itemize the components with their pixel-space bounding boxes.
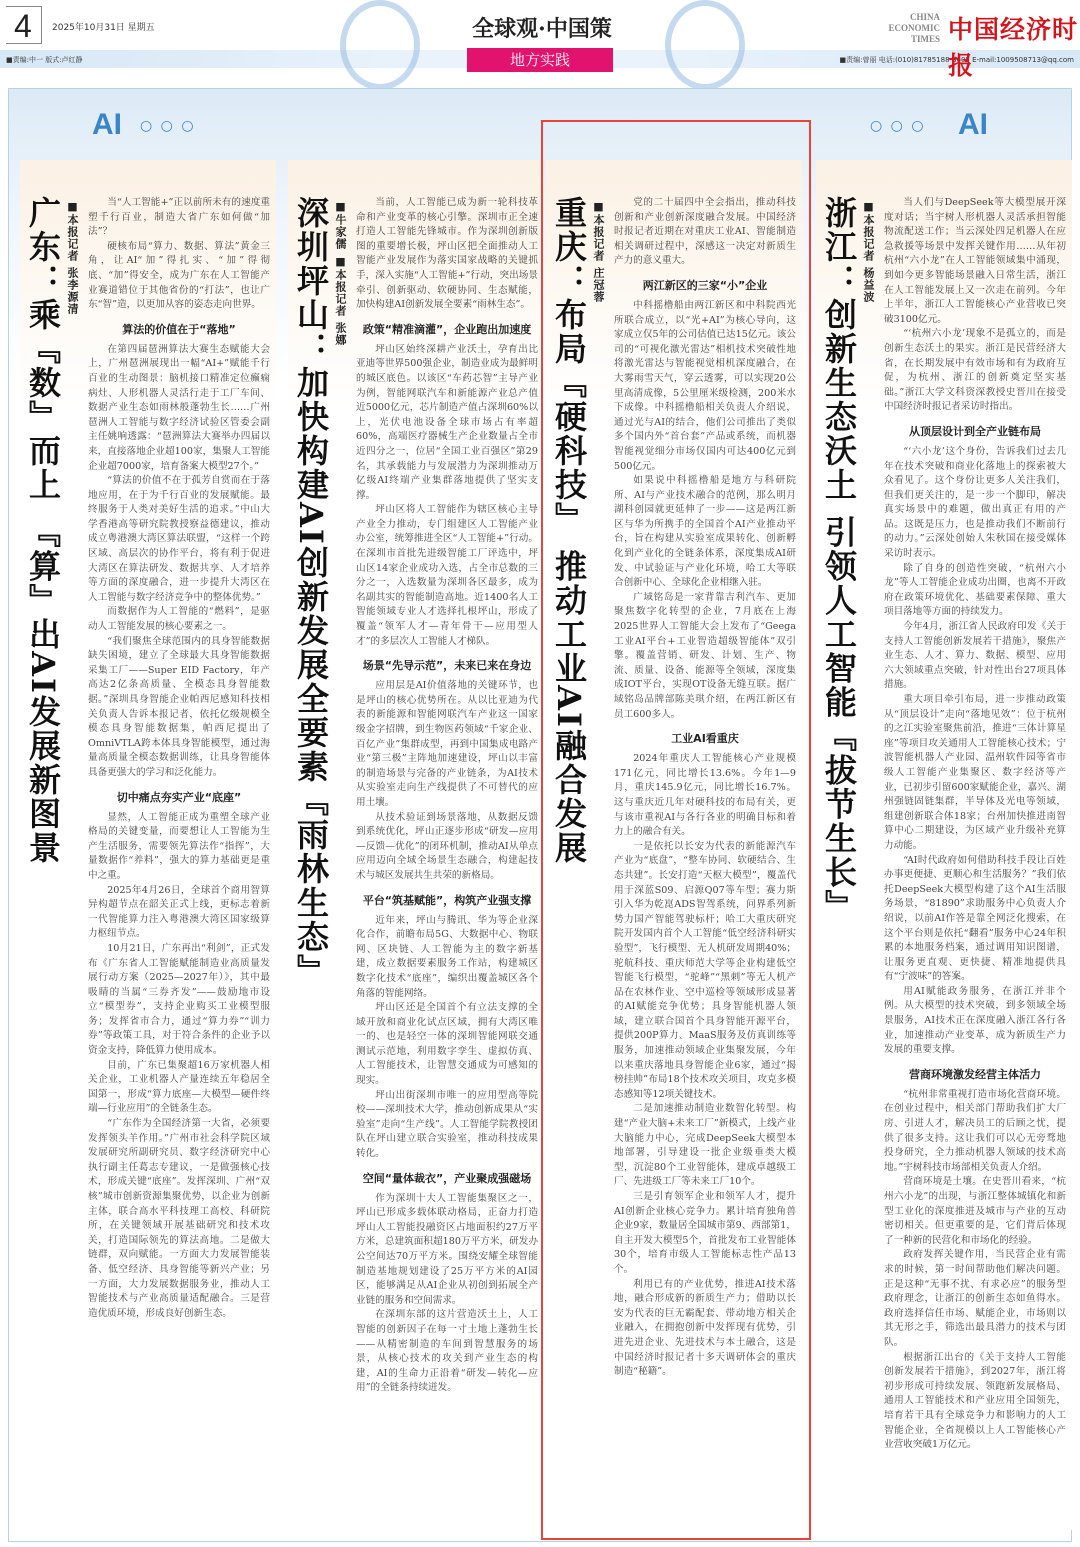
- editor-info-left: ■责编:中一 版式:卢红静: [6, 56, 83, 64]
- article-byline: ■牛家儒 ■本报记者 张娜: [334, 200, 347, 346]
- editor-info-right: ■责编:曾丽 电话:(010)81785188-8605 E-mail:1009508713@qq.com: [839, 56, 1074, 64]
- page-number: 4: [6, 6, 42, 44]
- circuit-circles-icon: ○ ○ ○: [140, 118, 196, 134]
- article-paragraph: 目前，广东已集聚超16万家机器人相关企业，工业机器人产量连续五年稳居全国第一，形成“算力底座—大模型—硬件终端—行业应用”的全链条生态。: [88, 1059, 270, 1115]
- article-paragraph: “我们聚焦全球范围内的具身智能数据缺失困境，建立了全球最大具身智能数据采集工厂——Super EID Factory，年产高达2亿条高质量、全模态具身智能数据。”深圳具身智能企业帕西尼感知科技相关负责人告诉本报记者，依托亿级规模全模态具身智能数据集，帕西尼提出了OmniVTLA跨本体具身智能模型，通过海量高质量全模态数据训练，让具身智能体具备更强大的学习和泛化能力。: [88, 635, 270, 778]
- article-paragraph: “‘六小龙’这个身份，告诉我们过去几年在技术突破和商业化落地上的探索被大众看见了。这个身份让更多人关注我们，但我们更关注的，是一步一个脚印，解决真实场景中的难题，做出真正有用的产品。这既是压力，也是推动我们不断前行的动力。”云深处创始人朱秋国在接受媒体采访时表示。: [884, 445, 1066, 560]
- article-subheading: 切中痛点夯实产业“底座”: [116, 790, 242, 804]
- article-headline: 浙江：创新生态沃土 引领人工智能『拔节生长』: [820, 196, 858, 924]
- decorative-disk-icon: [665, 0, 745, 90]
- article-chongqing: [546, 160, 802, 1530]
- article-paragraph: 应用层是AI价值落地的关键环节，也是坪山的核心优势所在。从以比亚迪为代表的新能源和智能网联汽车产业这一国家级金字招牌，到生物医药领域“千家企业、百亿产业”集群成型，再到中国集成电路产业“第三极”主阵地加速建设，坪山以丰富的制造场景与完备的产业链条，为AI技术从实验室走向生产线提供了不可替代的应用土壤。: [356, 680, 538, 808]
- article-subheading: 平台“筑基赋能”，构筑产业强支撑: [362, 893, 532, 907]
- article-paragraph: 重大项目牵引布局，进一步推动政策从“顶层设计”走向“落地见效”：位于杭州的之江实验室聚焦前沿，推进“三体计算星座”等项目攻关通用人工智能核心技术；宁波智能机器人产业园、温州软件园等省市级人工智能产业集聚区、数字经济等产业，已初步引留600家赋能企业，嘉兴、湖州强链固链集群，半导体及光电等领域，组建创新联合体18家；台州加快推进南智算中心二期建设，为区域产业升级补充算力动能。: [884, 694, 1066, 851]
- ai-logo-left: AI: [92, 108, 122, 141]
- article-paragraph: 根据浙江出台的《关于支持人工智能创新发展若干措施》，到2027年，浙江将初步形成可持续发展、领跑新发展格局、通用人工智能技术和产业应用全国领先，培育若干具有全球竞争力和影响力的人工智能企业，全省规模以上人工智能核心产业营收突破1万亿元。: [884, 1351, 1066, 1451]
- article-byline: ■本报记者 庄冠蓉: [592, 200, 605, 303]
- article-paragraph: 如果说中科摇橹船是地方与科研院所、AI与产业技术融合的范例，那么明月湖科创园就更延伸了一步——这是两江新区与华为所携手的全国首个AI产业推动平台，旨在构建从实验室成果转化、创新孵化到产业化的全链条体系，深度集成AI研发、中试验证与产业化环境，哈工大等联合创新中心、全球化企业相继入驻。: [614, 475, 796, 589]
- article-body: [356, 196, 538, 1526]
- article-paragraph: 党的二十届四中全会指出，推动科技创新和产业创新深度融合发展。中国经济时报记者近期在对重庆工业AI、智能制造相关调研过程中，深感这一决定对新质生产力的意义重大。: [614, 197, 796, 267]
- circuit-circles-icon: ○ ○ ○: [870, 118, 926, 134]
- article-paragraph: “广东作为全国经济第一大省，必须要发挥领头羊作用。”广州市社会科学院区域发展研究所副研究员、数字经济研究中心执行副主任葛志专建议，一是做强核心技术，形成关键“底座”。发挥深圳、广州“双核”城市创新资源集聚优势，以企业为创新主体，联合高水平科技理工高校、科研院所，在关键领域开展基础研究和技术攻关，打造国际领先的算法高地。二是做大链群，双向赋能。一方面大力发展智能装备、低空经济、具身智能等新兴产业；另一方面，大力发展数据服务业，推动人工智能技术与产业高质量适配融合。三是营造优质环境，形成良好创新生态。: [88, 1118, 270, 1319]
- article-paragraph: 在深圳东部的这片营造沃土上，人工智能的创新因子在每一寸土地上蓬勃生长——从精密制造的车间到智慧服务的场景，从核心技术的攻关到产业生态的构建，AI的生命力正沿着“研发—转化—应用”的全链条持续迸发。: [356, 1309, 538, 1394]
- ai-logo-right: AI: [958, 108, 988, 141]
- article-subheading: 政策“精准滴灌”，企业跑出加速度: [362, 322, 532, 336]
- article-paragraph: 今年4月，浙江省人民政府印发《关于支持人工智能创新发展若干措施》，聚焦产业生态、人才、算力、数据、模型、应用六大领域重点突破，针对性出台27项具体措施。: [884, 621, 1066, 691]
- article-subheading: 营商环境激发经营主体活力: [909, 1067, 1041, 1081]
- article-guangdong: [20, 160, 276, 1530]
- article-paragraph: “杭州非常重视打造市场化营商环境。在创业过程中，相关部门帮助我们扩大厂房、引进人才，解决员工的后顾之忧，提供了很多支持。这让我们可以心无旁骛地投身研究，全力推动机器人领域的技术高地。”宇树科技市场部相关负责人介绍。: [884, 1088, 1066, 1173]
- article-paragraph: 从技术验证到场景落地，从数据反馈到系统优化，坪山正逐步形成“研发—应用—反馈—优化”的闭环机制，推动AI从单点应用迈向全域全场景生态融合，构建起技术与城区发展共生共荣的新格局。: [356, 811, 538, 881]
- article-subheading: 空间“量体裁衣”，产业聚成强磁场: [362, 1171, 532, 1185]
- article-paragraph: 在第四届琶洲算法大赛生态赋能大会上，广州琶洲展现出一幅“AI+”赋能千行百业的生动图景：脑机接口精准定位癫痫病灶、人形机器人灵活行走于工厂车间、数据产业生态如雨林般蓬勃生长……广州琶洲人工智能与数字经济试验区管委会副主任姚响透露：“琶洲算法大赛举办四届以来，直接落地企业超100家，集聚人工智能企业超7000家，培育备案大模型27个。”: [88, 343, 270, 472]
- article-subheading: 工业AI看重庆: [671, 732, 739, 746]
- article-paragraph: 而数据作为人工智能的“燃料”，是驱动人工智能发展的核心要素之一。: [88, 606, 270, 633]
- article-paragraph: “AI时代政府如何借助科技手段让百姓办事更便捷、更顺心和生活服务？”我们依托DeepSeek大模型构建了这个AI生活服务场景，“81890”求助服务中心负责人介绍说，以前AI作答是靠全网泛化搜索，在这个平台则是依托“翻看”服务中心24年积累的本地服务档案，通过调用知识图谱，让服务更直观、更快捷、精准地提供具有“宁波味”的答案。: [884, 854, 1066, 983]
- article-paragraph: “‘杭州六小龙’现象不是孤立的，而是创新生态沃土的果实。浙江是民营经济大省，在长期发展中有效市场和有为政府互促，为杭州、浙江的创新奠定坚实基础。”浙江大学文科资深教授史晋川在接受中国经济时报记者采访时指出。: [884, 328, 1066, 413]
- article-zhejiang: [816, 160, 1072, 1530]
- article-paragraph: 显然，人工智能正成为重塑全球产业格局的关键变量，而要想让人工智能为生产生活服务，需要领先算法作“指挥”，大量数据作“养料”，强大的算力基础更是重中之重。: [88, 811, 270, 881]
- article-paragraph: 三是引育领军企业和领军人才，提升AI创新企业核心竞争力。累计培育独角兽企业9家，数量居全国城市第9、西部第1，自主开发大模型5个，首批发布工业智能体30个，培育市级人工智能标志性产品13个。: [614, 1191, 796, 1275]
- article-subheading: 两江新区的三家“小”企业: [642, 278, 768, 292]
- article-paragraph: 2025年4月26日，全球首个商用智算异构超节点在韶关正式上线，更标志着新一代智能算力注入粤港澳大湾区国家级算力枢纽节点。: [88, 884, 270, 940]
- article-paragraph: 当人们与DeepSeek等大模型展开深度对话；当宇树人形机器人灵活承担智能物流配送工作；当云深处四足机器人在应急救援等场景中发挥关键作用……从年初杭州“六小龙”在人工智能领域集中涌现，到如今更多智能场景融入日常生活，浙江在人工智能发展上又一次走在前列。今年上半年，浙江人工智能核心产业营收已突破3100亿元。: [884, 197, 1066, 325]
- article-subheading: 从顶层设计到全产业链布局: [909, 424, 1041, 438]
- article-paragraph: 硬核布局“算力、数据、算法”黄金三角，让AI“加”得扎实、“加”得彻底、“加”得安全，成为广东在人工智能产业赛道错位于其他省份的“打法”，也让广东“智”造，以更加从容的姿态走向世界。: [88, 240, 270, 311]
- logo-english: CHINA ECONOMIC TIMES: [888, 12, 940, 44]
- article-byline: ■本报记者 杨益波: [862, 200, 875, 303]
- article-subheading: 算法的价值在于“落地”: [122, 322, 236, 336]
- article-paragraph: 用AI赋能政务服务，在浙江并非个例。从大模型的技术突破，到多领域全场景服务，AI技术正在深度融入浙江各行各业，加速推动产业变革，成为新质生产力发展的重要支撑。: [884, 985, 1066, 1056]
- article-headline: 重庆：布局『硬科技』 推动工业AI融合发展: [550, 196, 588, 865]
- article-body: [88, 196, 270, 1526]
- article-paragraph: 作为深圳十大人工智能集聚区之一，坪山已形成多载体联动格局，正奋力打造坪山人工智能投融资区占地面积约27万平方米，总建筑面积超180万平方米，研发办公空间达70万平方米。围绕安耀全球智能制造基地规划建设了25万平方米的AI园区，能够满足从AI企业从初创到拓展全产业链的服务和空间需求。: [356, 1192, 538, 1306]
- article-paragraph: 坪山区还是全国首个有立法支撑的全域开放和商业化试点区域，拥有大湾区唯一的、也是轻空一体的深圳智能网联交通测试示范地，利用数字孪生、虚拟仿真、人工智能技术，让智慧交通成为可感知的现实。: [356, 1002, 538, 1087]
- article-paragraph: 10月21日，广东再出“利剑”，正式发布《广东省人工智能赋能制造业高质量发展行动方案（2025—2027年）》，其中最吸睛的当属“三券齐发”——鼓励地市设立“模型券”，支持企业购买工业模型服务；发挥省市合力，通过“算力券”“训力券”等政策工具，对于符合条件的企业予以资金支持，降低算力使用成本。: [88, 942, 270, 1057]
- article-headline: 广东：乘『数』而上 『算』出AI发展新图景: [24, 196, 62, 865]
- article-paragraph: 坪山区将人工智能作为辖区核心主导产业全力推动，专门组建区人工智能产业办公室，统筹推进全区“人工智能+”行动。在深圳市首批先进级智能工厂评选中，坪山区14家企业成功入选，占全市总数的三分之一，入选数量为深圳各区最多，成为名副其实的智能制造高地。近1400名人工智能领域专业人才选择扎根坪山，形成了覆盖“领军人才—青年骨干—应用型人才”的多层次人工智能人才梯队。: [356, 504, 538, 647]
- article-subheading: 场景“先导示范”，未来已来在身边: [362, 659, 532, 673]
- article-headline: 深圳坪山：加快构建AI创新发展全要素『雨林生态』: [292, 196, 330, 988]
- article-body: [884, 196, 1066, 1526]
- article-shenzhen: [288, 160, 544, 1530]
- issue-date: 2025年10月31日 星期五: [52, 23, 155, 33]
- article-paragraph: 2024年重庆人工智能核心产业规模171亿元，同比增长13.6%。今年1—9月，重庆145.9亿元，同比增长16.7%。这与重庆近几年对硬科技的布局有关，更与该市重视AI与各行各业的明确目标和着力上的融合有关。: [614, 753, 796, 838]
- masthead: [0, 0, 1080, 80]
- article-paragraph: 利用已有的产业优势，推进AI技术落地，融合形成新的新质生产力；借助以长安为代表的巨无霸配套、带动地方相关企业融入，在拥抱创新中发挥现有优势，引进先进企业、先进技术与本土融合，这是中国经济时报记者十多天调研体会的重庆制造“秘籍”。: [614, 1278, 796, 1378]
- article-paragraph: 营商环境是土壤。在史晋川看来，“杭州六小龙”的出现，与浙江整体城镇化和新型工业化的深度推进及城市与产业的互动密切相关。但更重要的是，它们背后体现了一种新的民营化和市场化的经验。: [884, 1176, 1066, 1246]
- article-paragraph: 二是加速推动制造业数智化转型。构建“产业大脑+未来工厂”新模式，上线产业大脑能力中心，完成DeepSeek大模型本地部署，引导建设一批企业级垂类大模型，沉淀80个工业智能体，建成卓越级工厂、先进级工厂等未来工厂10个。: [614, 1103, 796, 1188]
- article-paragraph: 广域铭岛是一家背靠吉利汽车、更加聚焦数字化转型的企业，7月底在上海2025世界人工智能大会上发布了“Geega工业AI平台+工业智造超级智能体”双引擎。覆盖营销、研发、计划、生产、物流、质量、设备、能源等全领域，深度集成IOT平台，实现OT设备无缝互联。据广域铭岛品牌部陈美琪介绍，在两江新区有员工600多人。: [614, 591, 796, 720]
- article-paragraph: 当“人工智能+”正以前所未有的速度重塑千行百业，制造大省广东如何做“加法”？: [88, 197, 270, 238]
- article-paragraph: “算法的价值不在于孤芳自赏而在于落地应用，在于为千行百业的发展赋能。最终服务于人类对美好生活的追求。”中山大学香港高等研究院教授察益德建议，推动成立粤港澳大湾区算法联盟，“这样一个跨区域、高层次的协作平台，将有利于促进大湾区在算法研发、数据共享、人才培养等方面的深度融合，进一步提升大湾区在人工智能与数字经济竞争中的整体优势。”: [88, 475, 270, 603]
- article-paragraph: 中科摇橹船由两江新区和中科院西光所联合成立，以“光+AI”为核心导向，这家成立仅5年的公司估值已达15亿元。该公司的“可视化激光雷达”相机技术突破性地将激光雷达与智能视觉相机深度融合，在大雾雨雪天气，穿云透雾，可以实现20公里高清成像，5公里厘米级检测，200米水下成像。中科摇橹船相关负责人介绍说，通过光与AI的结合，他们公司推出了类似多个国内外“首台套”产品或系统，而机器智能视觉细分市场仅国内可达400亿元到500亿元。: [614, 299, 796, 472]
- article-paragraph: 当前，人工智能已成为新一轮科技革命和产业变革的核心引擎。深圳市正全速打造人工智能先锋城市。作为深圳创新版图的重要增长极，坪山区把全面推动人工智能产业发展作为落实国家战略的关键抓手，深入实施“人工智能+”行动，突出场景牵引、创新驱动、软硬协同、生态赋能，加快构建AI创新发展全要素“雨林生态”。: [356, 197, 538, 311]
- article-body: [614, 196, 796, 1526]
- article-byline: ■本报记者 张李源清: [66, 200, 79, 315]
- article-paragraph: 一是依托以长安为代表的新能源汽车产业为“底盘”，“整车协同、软硬结合、生态共建”。长安打造“天枢大模型”，覆盖代用于深蓝S09、启源Q07等车型；赛力斯引入华为乾崑ADS智驾系统，问界系列新势力国产智能驾驶标杆；哈工大重庆研究院开发国内首个人工智能“低空经济科研实验型”，飞行模型、无人机研发周期40%；驼航科技、重庆师范大学等企业构建低空智能飞行模型，“驼峰”“黑刺”等无人机产品在农林作业、空中巡检等领域形成显著的AI赋能竞争优势；具身智能机器人领域，建立联合国首个具身智能开源平台，提供200P算力、MaaS服务及仿真训练等服务，加速推动领域企业集聚发展，今年以来重庆落地具身智能企业6家，通过“揭榜挂帅”布局18个技术攻关项目，攻克多模态感知等12项关键技术。: [614, 840, 796, 1100]
- section-title: 全球观·中国策: [472, 16, 612, 42]
- section-tag: 地方实践: [467, 48, 613, 72]
- newspaper-logo: 中国经济时报: [948, 15, 1079, 80]
- article-paragraph: 近年来，坪山与腾讯、华为等企业深化合作，前瞻布局5G、大数据中心、物联网、区块链、人工智能为主的数字新基建，成立数据要素服务工作站，构建城区数字化技术“底座”，编织出覆盖城区各个角落的智能网络。: [356, 914, 538, 999]
- decorative-disk-icon: [340, 0, 420, 90]
- article-paragraph: 除了自身的创造性突破，“杭州六小龙”等人工智能企业成功出圈，也离不开政府在政策环境优化、基础要素保障、重大项目落地等方面的持续发力。: [884, 562, 1066, 618]
- article-paragraph: 坪山出街深圳市唯一的应用型高等院校——深圳技术大学，推动创新成果从“实验室”走向“生产线”。人工智能学院教授团队在坪山建立联合实验室，推动科技成果转化。: [356, 1089, 538, 1160]
- article-paragraph: 坪山区始终深耕产业沃土，孕育出比亚迪等世界500强企业，制造业成为最鲜明的城区底色。以该区“车药芯智”主导产业为例，智能网联汽车和新能源产业总产值近5000亿元，芯片制造产值占深圳60%以上，光伏电池设备全球市场占有率超60%，高端医疗器械生产企业数量占全市近四分之一，位居“全国工业百强区”第29名，其承载能力与发展潜力为深圳推动万亿级AI终端产业集群落地提供了坚实支撑。: [356, 343, 538, 501]
- article-paragraph: 政府发挥关键作用，当民营企业有需求的时候，第一时间帮助他们解决问题。正是这种“无事不扰、有求必应”的服务型政府理念，让浙江的创新生态如鱼得水。政府选择信任市场、赋能企业，市场则以其无形之手，筛选出最具潜力的技术与团队。: [884, 1249, 1066, 1348]
